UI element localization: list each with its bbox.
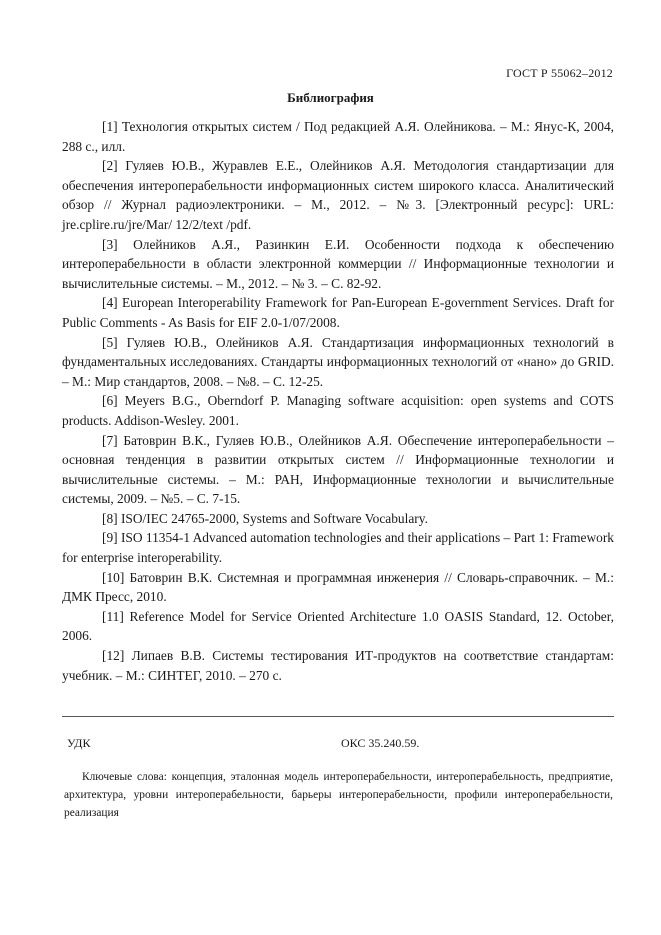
oks-code: ОКС 35.240.59. <box>341 736 420 750</box>
bibliography-entry-11: [11] Reference Model for Service Oriented Architecture 1.0 OASIS Standard, 12. October, 2006. <box>62 608 614 644</box>
keywords-paragraph: Ключевые слова: концепция, эталонная модель интероперабельности, интероперабельность, предприятие, архитектура, уровни интероперабельности, барьеры интероперабельности, профили интероперабельности, реализация <box>64 771 613 819</box>
bibliography-entry-4: [4] European Interoperability Framework for Pan-European E-government Services. Draft for Public Comments - As Basis for EIF 2.0-1/07/2008. <box>62 295 614 330</box>
bibliography-entry-2: [2] Гуляев Ю.В., Журавлев Е.Е., Олейников А.Я. Методология стандартизации для обеспечения интероперабельности информационных систем широкого класса. Аналитический обзор // Журнал радиоэлектроники. – М., 2012. – №3. [Электронный ресурс]: URL: jre.cplire.ru/jre/Mar/ 12/2/text /pdf. <box>62 158 614 232</box>
bibliography-entry-9: [9] ISO 11354-1 Advanced automation technologies and their applications – Part 1: Framework for enterprise interoperability. <box>62 530 614 566</box>
standard-number: ГОСТ Р 55062–2012 <box>506 66 613 80</box>
page-title: Библиография <box>287 90 374 105</box>
footer-divider <box>62 716 614 717</box>
udk-label: УДК <box>67 736 91 750</box>
bibliography-entry-10: [10] Батоврин В.К. Системная и программная инженерия // Словарь-справочник. – М.: ДМК Пресс, 2010. <box>62 569 614 605</box>
bibliography-entry-8: [8] ISO/IEC 24765-2000, Systems and Software Vocabulary. <box>102 510 428 526</box>
bibliography-entry-6: [6] Meyers B.G., Oberndorf P. Managing software acquisition: open systems and COTS products. Addison-Wesley. 2001. <box>62 393 614 428</box>
bibliography-entry-5: [5] Гуляев Ю.В., Олейников А.Я. Стандартизация информационных технологий в фундаментальных исследованиях. Стандарты информационных технологий от «нано» до GRID. – М.: Мир стандартов, 2008. – №8. – С. 12-25. <box>62 334 614 389</box>
bibliography-entry-7: [7] Батоврин В.К., Гуляев Ю.В., Олейников А.Я. Обеспечение интероперабельности – основная тенденция в развитии открытых систем // Информационные технологии и вычислительные системы. – М.: РАН, Информационные технологии и вычислительные системы, 2009. – №5. – С. 7-15. <box>62 432 614 507</box>
bibliography-entry-12: [12] Липаев В.В. Системы тестирования ИТ-продуктов на соответствие стандартам: учебник. – М.: СИНТЕГ, 2010. – 270 с. <box>62 648 614 683</box>
bibliography-entry-1: [1] Технология открытых систем / Под редакцией А.Я. Олейникова. – М.: Янус-К, 2004, 288 с., илл. <box>62 119 614 154</box>
bibliography-list <box>62 117 614 685</box>
bibliography-entry-3: [3] Олейников А.Я., Разинкин Е.И. Особенности подхода к обеспечению интероперабельности в области электронной коммерции // Информационные технологии и вычислительные системы. – М., 2012. – № 3. – С. 82-92. <box>62 236 614 291</box>
